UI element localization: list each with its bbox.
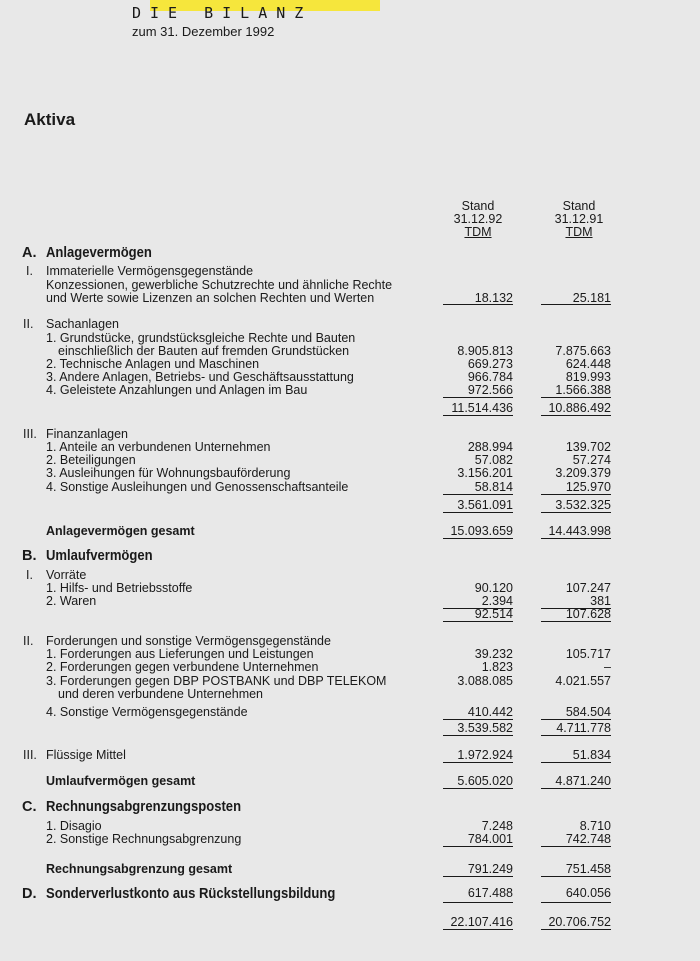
rule [443,788,513,789]
value-1992: 3.539.582 [457,721,513,735]
line-item-label: 4. Sonstige Vermögensgegenstände [46,705,248,719]
line-item-label: Immaterielle Vermögensgegenstände [46,264,254,278]
rule [541,929,611,930]
roman-numeral: II. [23,634,34,648]
section-letter: A. [22,245,37,261]
line-item-label: 2. Beteiligungen [46,453,136,467]
rule [541,397,611,398]
value-1992: 1.823 [481,660,513,674]
value-1991: 742.748 [565,832,611,846]
line-item-label: 4. Geleistete Anzahlungen und Anlagen im Bau [46,383,308,397]
column-header-label: Stand [562,199,596,213]
column-header-date: 31.12.91 [554,212,604,226]
value-1992: 57.082 [474,453,513,467]
value-1992: 972.566 [467,383,513,397]
rule [443,929,513,930]
rule [541,719,611,720]
section-title: Umlaufvermögen [46,548,153,564]
section-letter: C. [22,799,37,815]
column-header-unit: TDM [464,225,492,239]
line-item-label: 3. Forderungen gegen DBP POSTBANK und DBP TELEKOM [46,674,387,688]
value-1991: 139.702 [565,440,611,454]
line-item-label: und deren verbundene Unternehmen [58,687,264,701]
rule [541,494,611,495]
line-item-label: 4. Sonstige Ausleihungen und Genossenschaftsanteile [46,480,349,494]
rule [443,494,513,495]
rule [541,902,611,903]
value-1991: 125.970 [565,480,611,494]
rule [541,621,611,622]
value-1991: 3.209.379 [555,466,611,480]
line-item-label: 2. Sonstige Rechnungsabgrenzung [46,832,242,846]
line-item-label: und Werte sowie Lizenzen an solchen Rechten und Werten [46,291,375,305]
rule [541,846,611,847]
report-date: zum 31. Dezember 1992 [132,24,275,39]
column-header-1991 [539,200,619,239]
line-item-label: Forderungen und sonstige Vermögensgegenstände [46,634,331,648]
value-1991: 4.021.557 [555,674,611,688]
line-item-label: Vorräte [46,568,87,582]
value-1992: 791.249 [467,862,513,876]
value-1992: 617.488 [467,886,513,900]
column-header-label: Stand [461,199,495,213]
value-1991: 25.181 [572,291,611,305]
value-1991: 14.443.998 [548,524,611,538]
value-1992: 90.120 [474,581,513,595]
value-1992: 15.093.659 [450,524,513,538]
value-1991: 57.274 [572,453,611,467]
rule [541,735,611,736]
rule [443,719,513,720]
value-1992: 966.784 [467,370,513,384]
rule [541,415,611,416]
value-1992: 784.001 [467,832,513,846]
line-item-label: 2. Technische Anlagen und Maschinen [46,357,260,371]
line-item-label: 1. Anteile an verbundenen Unternehmen [46,440,271,454]
line-item-label: 3. Andere Anlagen, Betriebs- und Geschäftsausstattung [46,370,354,384]
rule [443,608,513,609]
roman-numeral: III. [23,427,37,441]
value-1992: 669.273 [467,357,513,371]
value-1992: 18.132 [474,291,513,305]
value-1991: 4.871.240 [555,774,611,788]
value-1991: 51.834 [572,748,611,762]
value-1992: 1.972.924 [457,748,513,762]
value-1992: 22.107.416 [450,915,513,929]
value-1991: 107.247 [565,581,611,595]
column-header-1992 [438,200,518,239]
value-1991: 819.993 [565,370,611,384]
rule [541,512,611,513]
value-1991: 751.458 [565,862,611,876]
line-item-label: Sachanlagen [46,317,119,331]
line-item-label: Flüssige Mittel [46,748,126,762]
line-item-label: 2. Forderungen gegen verbundene Unternehmen [46,660,319,674]
value-1991: – [604,660,611,674]
line-item-label: Finanzanlagen [46,427,129,441]
line-item-label: 1. Disagio [46,819,102,833]
value-1992: 288.994 [467,440,513,454]
roman-numeral: II. [23,317,34,331]
value-1991: 640.056 [565,886,611,900]
value-1991: 10.886.492 [548,401,611,415]
rule [443,304,513,305]
value-1992: 92.514 [474,607,513,621]
rule [443,621,513,622]
line-item-label: einschließlich der Bauten auf fremden Grundstücken [58,344,350,358]
line-item-label: Konzessionen, gewerbliche Schutzrechte und ähnliche Rechte [46,278,393,292]
roman-numeral: I. [26,568,33,582]
subtotal-label: Anlagevermögen gesamt [46,524,195,538]
value-1991: 1.566.388 [555,383,611,397]
value-1991: 107.628 [565,607,611,621]
value-1992: 3.156.201 [457,466,513,480]
value-1991: 7.875.663 [555,344,611,358]
value-1992: 39.232 [474,647,513,661]
rule [443,902,513,903]
rule [443,846,513,847]
section-heading-aktiva: Aktiva [24,110,76,129]
column-header-date: 31.12.92 [453,212,503,226]
report-title: DIE BILANZ [132,4,313,22]
section-letter: B. [22,548,37,564]
value-1992: 2.394 [481,594,513,608]
value-1992: 8.905.813 [457,344,513,358]
subtotal-label: Umlaufvermögen gesamt [46,774,196,788]
roman-numeral: III. [23,748,37,762]
line-item-label: 1. Grundstücke, grundstücksgleiche Rechte und Bauten [46,331,356,345]
value-1992: 58.814 [474,480,513,494]
value-1991: 4.711.778 [556,721,611,735]
value-1991: 3.532.325 [555,498,611,512]
rule [443,415,513,416]
rule [541,538,611,539]
value-1992: 11.514.436 [451,401,513,415]
value-1992: 410.442 [467,705,513,719]
subtotal-label: Rechnungsabgrenzung gesamt [46,862,233,876]
value-1991: 381 [590,594,611,608]
section-title: Sonderverlustkonto aus Rückstellungsbildung [46,886,336,902]
rule [541,876,611,877]
line-item-label: 2. Waren [46,594,97,608]
rule [541,608,611,609]
rule [443,397,513,398]
rule [443,876,513,877]
value-1992: 3.088.085 [457,674,513,688]
rule [443,538,513,539]
value-1992: 3.561.091 [457,498,513,512]
rule [443,512,513,513]
value-1992: 5.605.020 [457,774,513,788]
section-title: Rechnungsabgrenzungsposten [46,799,242,815]
rule [541,788,611,789]
section-title: Anlagevermögen [46,245,152,261]
value-1991: 584.504 [565,705,611,719]
rule [541,762,611,763]
rule [443,735,513,736]
roman-numeral: I. [26,264,33,278]
rule [443,762,513,763]
section-letter: D. [22,886,37,902]
value-1991: 105.717 [565,647,611,661]
line-item-label: 3. Ausleihungen für Wohnungsbauförderung [46,466,291,480]
value-1992: 7.248 [481,819,513,833]
line-item-label: 1. Hilfs- und Betriebsstoffe [46,581,193,595]
value-1991: 624.448 [565,357,611,371]
value-1991: 20.706.752 [548,915,611,929]
value-1991: 8.710 [579,819,611,833]
column-header-unit: TDM [565,225,593,239]
line-item-label: 1. Forderungen aus Lieferungen und Leistungen [46,647,314,661]
rule [541,304,611,305]
